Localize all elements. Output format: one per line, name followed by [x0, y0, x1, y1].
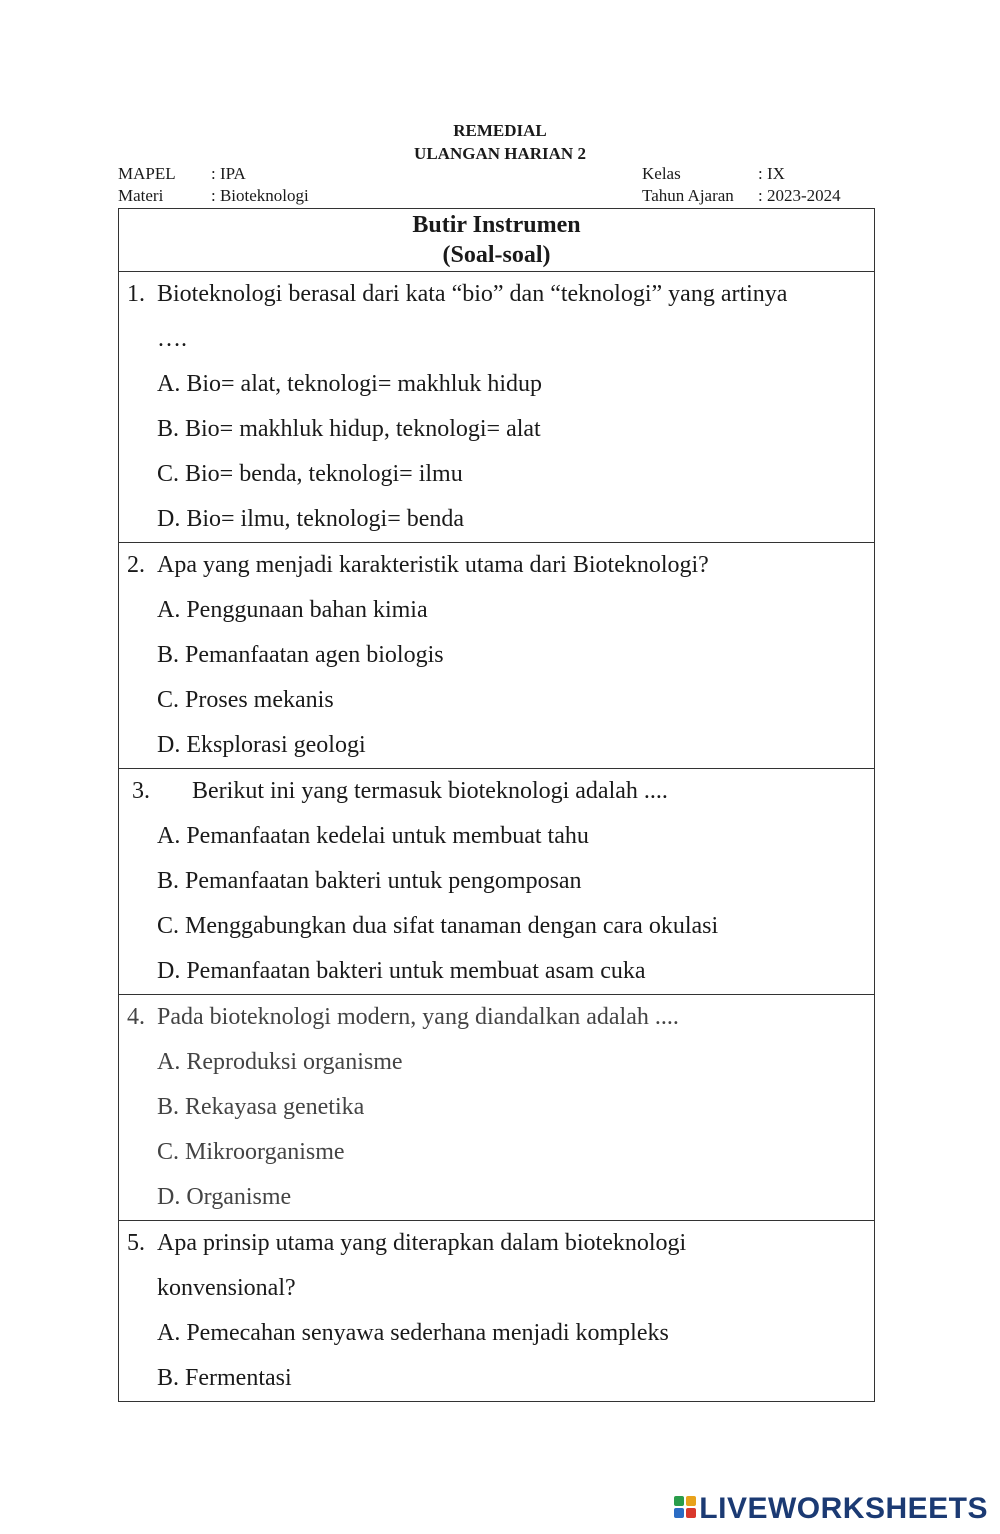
- question-table: [118, 208, 875, 1402]
- question-1: [119, 272, 874, 543]
- kelas-value: : IX: [758, 164, 785, 183]
- table-heading: [119, 209, 874, 272]
- meta-right: [642, 163, 841, 207]
- question-5: [119, 1221, 874, 1401]
- logo-text: LIVEWORKSHEETS: [699, 1492, 988, 1525]
- liveworksheets-logo[interactable]: [674, 1492, 988, 1526]
- table-heading-main: Butir Instrumen: [412, 212, 581, 238]
- option-b: B. Bio= makhluk hidup, teknologi= alat: [157, 416, 541, 442]
- option-a: A. Penggunaan bahan kimia: [157, 597, 428, 623]
- option-a: A. Pemecahan senyawa sederhana menjadi kompleks: [157, 1320, 669, 1346]
- option-a: A. Reproduksi organisme: [157, 1049, 403, 1075]
- table-heading-sub: (Soal-soal): [442, 242, 551, 268]
- option-c: C. Menggabungkan dua sifat tanaman dengan cara okulasi: [157, 913, 719, 939]
- question-text: Bioteknologi berasal dari kata “bio” dan “teknologi” yang artinya: [157, 281, 788, 307]
- tahun-value: : 2023-2024: [758, 186, 841, 205]
- option-c: C. Mikroorganisme: [157, 1139, 345, 1165]
- question-text-continued: konvensional?: [157, 1275, 296, 1301]
- option-d: D. Bio= ilmu, teknologi= benda: [157, 506, 465, 532]
- question-number: 4.: [127, 1004, 145, 1030]
- question-text: Apa yang menjadi karakteristik utama dari Bioteknologi?: [157, 552, 709, 578]
- option-d: D. Pemanfaatan bakteri untuk membuat asam cuka: [157, 958, 646, 984]
- option-a: A. Bio= alat, teknologi= makhluk hidup: [157, 371, 543, 397]
- liveworksheets-logo-icon: [674, 1492, 699, 1526]
- mapel-value: : IPA: [211, 164, 246, 183]
- kelas-label: Kelas: [642, 164, 681, 183]
- question-text: Berikut ini yang termasuk bioteknologi adalah ....: [192, 778, 668, 804]
- mapel-label: MAPEL: [118, 164, 176, 183]
- option-b: B. Rekayasa genetika: [157, 1094, 365, 1120]
- question-text: Apa prinsip utama yang diterapkan dalam bioteknologi: [157, 1230, 687, 1256]
- question-number: 1.: [127, 281, 145, 307]
- tahun-label: Tahun Ajaran: [642, 186, 734, 205]
- title-block: [0, 119, 1000, 165]
- meta-left: [118, 163, 309, 207]
- title-ulangan: ULANGAN HARIAN 2: [414, 144, 586, 163]
- question-number: 2.: [127, 552, 145, 578]
- title-remedial: REMEDIAL: [453, 121, 547, 140]
- question-text-continued: ….: [157, 326, 187, 352]
- question-text: Pada bioteknologi modern, yang diandalkan adalah ....: [157, 1004, 679, 1030]
- option-d: D. Eksplorasi geologi: [157, 732, 366, 758]
- materi-value: : Bioteknologi: [211, 186, 309, 205]
- option-d: D. Organisme: [157, 1184, 292, 1210]
- option-b: B. Pemanfaatan bakteri untuk pengomposan: [157, 868, 582, 894]
- option-b: B. Fermentasi: [157, 1365, 292, 1391]
- option-c: C. Proses mekanis: [157, 687, 334, 713]
- question-number: 3.: [132, 778, 150, 804]
- option-b: B. Pemanfaatan agen biologis: [157, 642, 444, 668]
- option-a: A. Pemanfaatan kedelai untuk membuat tahu: [157, 823, 589, 849]
- materi-label: Materi: [118, 186, 164, 205]
- question-2: [119, 543, 874, 769]
- question-4: [119, 995, 874, 1221]
- option-c: C. Bio= benda, teknologi= ilmu: [157, 461, 463, 487]
- question-number: 5.: [127, 1230, 145, 1256]
- question-3: [119, 769, 874, 995]
